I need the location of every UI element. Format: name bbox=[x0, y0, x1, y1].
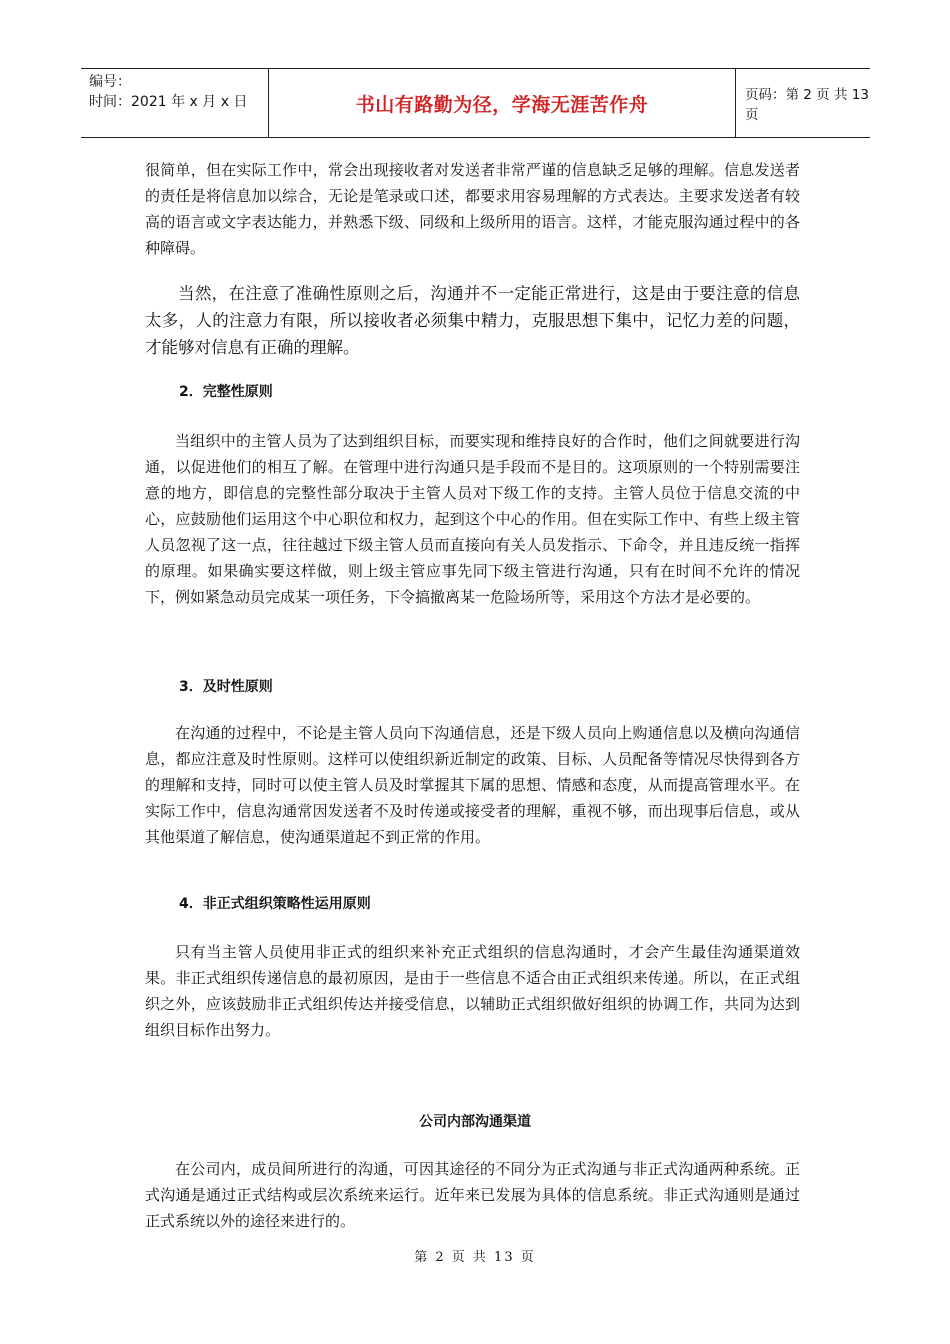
header-page-info bbox=[735, 69, 870, 137]
paragraph-informal bbox=[145, 939, 800, 1043]
body-paragraph: 很简单，但在实际工作中，常会出现接收者对发送者非常严谨的信息缺乏足够的理解。信息发送者的责任是将信息加以综合，无论是笔录或口述，都要求用容易理解的方式表达。主要求发送者有较高的语言或文字表达能力，并熟悉下级、同级和上级所用的语言。这样，才能克服沟通过程中的各种障碍。 bbox=[145, 161, 800, 257]
body-paragraph: 当组织中的主管人员为了达到组织目标，而要实现和维持良好的合作时，他们之间就要进行沟通，以促进他们的相互了解。在管理中进行沟通只是手段而不是目的。这项原则的一个特别需要注意的地方，即信息的完整性部分取决于主管人员对下级工作的支持。主管人员位于信息交流的中心，应鼓励他们运用这个中心职位和权力，起到这个中心的作用。但在实际工作中、有些上级主管人员忽视了这一点，往往越过下级主管人员而直接向有关人员发指示、下命令，并且违反统一指挥的原理。如果确实要这样做，则上级主管应事先同下级主管进行沟通，只有在时间不允许的情况下，例如紧急动员完成某一项任务，下令搞撤离某一危险场所等，采用这个方法才是必要的。 bbox=[145, 432, 800, 606]
section-title-internal-channels: 公司内部沟通渠道 bbox=[419, 1114, 531, 1130]
header-motto-cell bbox=[269, 69, 736, 137]
page-header bbox=[81, 68, 870, 138]
body-paragraph: 在沟通的过程中，不论是主管人员向下沟通信息，还是下级人员向上购通信息以及横向沟通信息，都应注意及时性原则。这样可以使组织新近制定的政策、目标、人员配备等情况尽快得到各方的理解和支持，同时可以使主管人员及时掌握其下属的思想、情感和态度，从而提高管理水平。在实际工作中，信息沟通常因发送者不及时传递或接受者的理解，重视不够，而出现事后信息，或从其他渠道了解信息，使沟通渠道起不到正常的作用。 bbox=[145, 724, 800, 846]
document-date-label: 时间：2021 年 x 月 x 日 bbox=[89, 94, 248, 110]
paragraph-channels bbox=[145, 1156, 800, 1234]
paragraph-attention bbox=[145, 280, 800, 361]
document-number-label: 编号： bbox=[89, 74, 131, 90]
header-meta bbox=[81, 69, 269, 137]
paragraph-continuation bbox=[145, 157, 800, 261]
section-heading-completeness: 2．完整性原则 bbox=[179, 384, 273, 400]
paragraph-completeness bbox=[145, 428, 800, 610]
header-page-label: 页码：第 2 页 共 13 页 bbox=[745, 87, 869, 123]
page-footer: 第 2 页 共 13 页 bbox=[414, 1250, 536, 1265]
section-heading-timeliness: 3．及时性原则 bbox=[179, 679, 273, 695]
header-motto: 书山有路勤为径，学海无涯苦作舟 bbox=[355, 93, 649, 116]
section-heading-informal: 4．非正式组织策略性运用原则 bbox=[179, 896, 371, 912]
body-paragraph: 只有当主管人员使用非正式的组织来补充正式组织的信息沟通时，才会产生最佳沟通渠道效果。非正式组织传递信息的最初原因，是由于一些信息不适合由正式组织来传递。所以，在正式组织之外，应该鼓励非正式组织传达并接受信息，以辅助正式组织做好组织的协调工作，共同为达到组织目标作出努力。 bbox=[145, 943, 800, 1039]
body-paragraph: 在公司内，成员间所进行的沟通，可因其途径的不同分为正式沟通与非正式沟通两种系统。正式沟通是通过正式结构或层次系统来运行。近年来已发展为具体的信息系统。非正式沟通则是通过正式系统以外的途径来进行的。 bbox=[145, 1160, 800, 1230]
body-paragraph: 当然，在注意了准确性原则之后，沟通并不一定能正常进行，这是由于要注意的信息太多，人的注意力有限，所以接收者必须集中精力，克服思想下集中，记忆力差的问题，才能够对信息有正确的理解。 bbox=[145, 284, 800, 357]
paragraph-timeliness bbox=[145, 720, 800, 850]
